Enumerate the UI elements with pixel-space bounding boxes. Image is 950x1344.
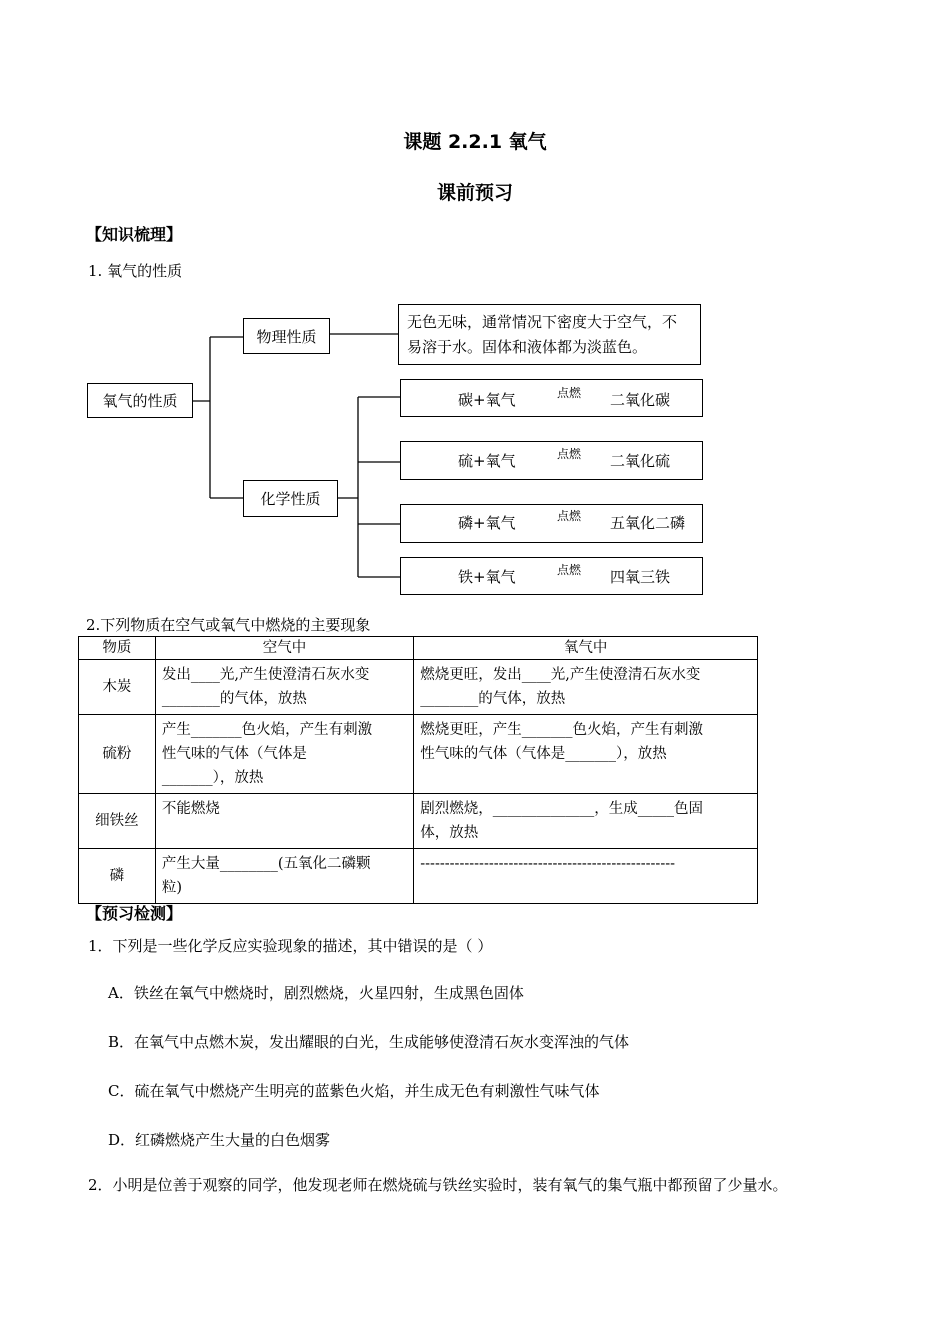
oxygen-cell	[414, 660, 758, 715]
cell-line: 性气味的气体（气体是_______），放热	[420, 746, 667, 762]
reaction-product: 五氧化二磷	[610, 514, 686, 532]
combustion-phenomena-table	[78, 636, 758, 904]
diagram-root-box	[87, 383, 193, 418]
oxygen-cell	[414, 794, 758, 849]
cell-line: 燃烧更旺，产生_______色火焰，产生有刺激	[420, 722, 703, 738]
cell-line: 体，放热	[420, 825, 479, 841]
section-heading-knowledge: 【知识梳理】	[86, 225, 183, 244]
table-header: 氧气中	[414, 637, 758, 660]
cell-line: 燃烧更旺，发出____光,产生使澄清石灰水变	[420, 667, 701, 683]
table-row	[79, 849, 758, 904]
substance-name: 磷	[79, 849, 156, 904]
reaction-condition: 点燃	[557, 509, 582, 523]
reaction-condition: 点燃	[557, 386, 582, 400]
cell-line: 产生大量________(五氧化二磷颗	[161, 856, 371, 872]
table-row	[79, 715, 758, 794]
reaction-product: 二氧化碳	[610, 391, 671, 409]
cell-line: 剧烈燃烧，______________，生成_____色固	[420, 801, 703, 817]
reaction-reactants: 硫+氧气	[458, 452, 516, 470]
reaction-condition: 点燃	[557, 563, 582, 577]
question-1-option-b: B．在氧气中点燃木炭，发出耀眼的白光，生成能够使澄清石灰水变浑浊的气体	[108, 1033, 630, 1051]
substance-name: 硫粉	[79, 715, 156, 794]
section-heading-check: 【预习检测】	[86, 904, 183, 923]
physical-description-line2: 易溶于水。固体和液体都为淡蓝色。	[407, 337, 648, 356]
question-1-option-c: C．硫在氧气中燃烧产生明亮的蓝紫色火焰，并生成无色有刺激性气味气体	[108, 1082, 600, 1100]
table-caption: 2.下列物质在空气或氧气中燃烧的主要现象	[86, 616, 371, 634]
question-2-stem: 2．小明是位善于观察的同学，他发现老师在燃烧硫与铁丝实验时，装有氧气的集气瓶中都预留了少量水。	[88, 1176, 788, 1194]
reaction-reactants: 磷+氧气	[458, 514, 516, 532]
table-header-row	[79, 637, 758, 660]
table-row	[79, 660, 758, 715]
page-subtitle: 课前预习	[436, 182, 513, 204]
cell-line: ________的气体，放热	[161, 691, 307, 707]
physical-description-line1: 无色无味，通常情况下密度大于空气，不	[407, 312, 678, 331]
substance-name: 木炭	[79, 660, 156, 715]
oxygen-cell	[414, 849, 758, 904]
air-cell	[155, 794, 413, 849]
table-header: 物质	[79, 637, 156, 660]
cell-line: 不能燃烧	[161, 801, 220, 817]
page-title: 课题 2.2.1 氧气	[403, 131, 547, 153]
item-oxygen-properties: 1. 氧气的性质	[88, 262, 183, 280]
cell-line: 性气味的气体（气体是	[161, 746, 307, 762]
reaction-condition: 点燃	[557, 447, 582, 461]
air-cell	[155, 660, 413, 715]
cell-line: 产生_______色火焰，产生有刺激	[161, 722, 373, 738]
question-1-option-d: D．红磷燃烧产生大量的白色烟雾	[108, 1131, 331, 1149]
reaction-product: 二氧化硫	[610, 452, 671, 470]
table-row	[79, 794, 758, 849]
reaction-product: 四氧三铁	[610, 568, 671, 586]
physical-properties-box	[243, 318, 330, 354]
reaction-reactants: 碳+氧气	[458, 391, 516, 409]
table-header: 空气中	[155, 637, 413, 660]
reaction-reactants: 铁+氧气	[458, 568, 516, 586]
air-cell	[155, 849, 413, 904]
chemical-properties-label: 化学性质	[260, 490, 321, 508]
question-1-option-a: A．铁丝在氧气中燃烧时，剧烈燃烧，火星四射，生成黑色固体	[108, 984, 524, 1002]
cell-line: ________的气体，放热	[420, 691, 566, 707]
cell-line: _______），放热	[161, 770, 264, 786]
cell-line: 发出____光,产生使澄清石灰水变	[161, 667, 370, 683]
diagram-root-label: 氧气的性质	[102, 392, 178, 410]
physical-properties-label: 物理性质	[256, 327, 317, 346]
cell-line: ----------------------------------------------------	[420, 856, 676, 872]
physical-description-box	[398, 304, 701, 365]
substance-name: 细铁丝	[79, 794, 156, 849]
question-1-stem: 1．下列是一些化学反应实验现象的描述，其中错误的是（ ）	[88, 937, 493, 955]
cell-line	[162, 821, 407, 845]
chemical-properties-box	[243, 480, 338, 517]
air-cell	[155, 715, 413, 794]
oxygen-cell	[414, 715, 758, 794]
cell-line: 粒)	[161, 880, 182, 896]
